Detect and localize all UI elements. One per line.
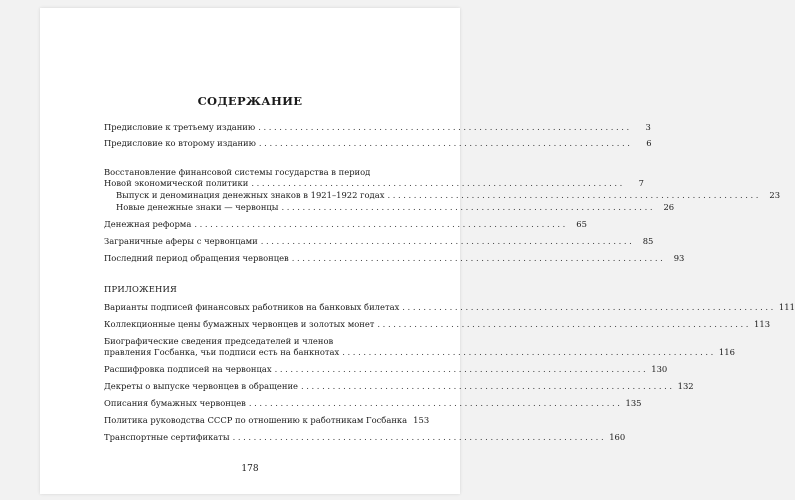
toc-entry-page: 65 bbox=[576, 219, 587, 229]
toc-entry-page: 3 bbox=[645, 122, 651, 132]
leader-dots: ....................................................................... bbox=[258, 138, 633, 148]
leader-dots: ....................................................................... bbox=[291, 253, 666, 263]
toc-entry-page: 113 bbox=[754, 319, 771, 329]
toc-entry bbox=[104, 347, 735, 358]
toc-entry-page: 135 bbox=[625, 398, 642, 408]
toc-entry-label: Выпуск и деноминация денежных знаков в 1921–1922 годах bbox=[116, 190, 385, 200]
toc-entry bbox=[104, 415, 430, 426]
toc-sub-entry bbox=[116, 202, 675, 213]
toc-entry bbox=[104, 138, 652, 149]
leader-dots: ....................................................................... bbox=[274, 364, 649, 374]
toc-entry-label: Коллекционные цены бумажных червонцев и золотых монет bbox=[104, 319, 375, 329]
toc-entry-label: Предисловие к третьему изданию bbox=[104, 122, 256, 132]
appendix-heading: ПРИЛОЖЕНИЯ bbox=[104, 284, 177, 294]
toc-entry-label: Денежная реформа bbox=[104, 219, 192, 229]
toc-entry-multiline bbox=[104, 167, 426, 178]
leader-dots: ....................................................................... bbox=[194, 219, 568, 229]
leader-dots: ....................................................................... bbox=[402, 302, 776, 312]
toc-entry-page: 160 bbox=[609, 432, 626, 442]
toc-entry-label: Политика руководства СССР по отношению к работникам Госбанка bbox=[104, 415, 408, 425]
toc-entry-page: 153 bbox=[413, 415, 430, 425]
toc-entry bbox=[104, 364, 668, 375]
toc-entry-page: 111 bbox=[778, 302, 795, 312]
leader-dots: ....................................................................... bbox=[258, 122, 632, 132]
toc-entry-label: Транспортные сертификаты bbox=[104, 432, 230, 442]
toc-entry-label: Заграничные аферы с червонцами bbox=[104, 236, 258, 246]
page-number: 178 bbox=[241, 464, 259, 474]
leader-dots: ....................................................................... bbox=[260, 236, 635, 246]
toc-entry-page: 85 bbox=[642, 236, 654, 246]
toc-entry-page: 26 bbox=[663, 202, 675, 212]
toc-entry-page: 23 bbox=[769, 190, 781, 200]
leader-dots: ....................................................................... bbox=[387, 190, 762, 200]
leader-dots: ....................................................................... bbox=[377, 319, 752, 329]
toc-entry bbox=[104, 319, 771, 330]
book-page bbox=[40, 8, 795, 494]
toc-entry-page: 93 bbox=[673, 253, 685, 263]
leader-dots: ....................................................................... bbox=[251, 178, 625, 188]
toc-entry-label: Декреты о выпуске червонцев в обращение bbox=[104, 381, 299, 391]
toc-entry bbox=[104, 302, 795, 313]
leader-dots: ....................................................................... bbox=[232, 432, 607, 442]
toc-sub-entry bbox=[116, 190, 781, 201]
toc-entry-label: Расшифровка подписей на червонцах bbox=[104, 364, 272, 374]
toc-entry-page: 6 bbox=[646, 138, 652, 148]
toc-entry-page: 7 bbox=[638, 178, 644, 188]
toc-entry-label-line2: правления Госбанка, чьи подписи есть на банкнотах bbox=[104, 347, 340, 357]
toc-entry-label: Описания бумажных червонцев bbox=[104, 398, 246, 408]
toc-entry-multiline bbox=[104, 336, 426, 347]
toc-entry-page: 130 bbox=[651, 364, 668, 374]
toc-entry-label: Последний период обращения червонцев bbox=[104, 253, 289, 263]
leader-dots: ....................................................................... bbox=[248, 398, 623, 408]
toc-entry bbox=[104, 398, 642, 409]
toc-entry bbox=[104, 381, 694, 392]
toc-entry-label-line1: Восстановление финансовой системы государства в период bbox=[104, 167, 371, 177]
toc-entry bbox=[104, 219, 587, 230]
toc-entry-label: Варианты подписей финансовых работников на банковых билетах bbox=[104, 302, 400, 312]
leader-dots: ....................................................................... bbox=[281, 202, 656, 212]
toc-entry bbox=[104, 253, 685, 264]
leader-dots: ....................................................................... bbox=[301, 381, 675, 391]
toc-entry-label-line2: Новой экономической политики bbox=[104, 178, 249, 188]
toc-entry bbox=[104, 432, 626, 443]
page-title: СОДЕРЖАНИЕ bbox=[197, 94, 303, 108]
toc-entry-label: Предисловие ко второму изданию bbox=[104, 138, 256, 148]
leader-dots: ....................................................................... bbox=[342, 347, 716, 357]
toc-entry-page: 116 bbox=[718, 347, 735, 357]
toc-entry-page: 132 bbox=[677, 381, 694, 391]
toc-entry bbox=[104, 236, 654, 247]
toc-entry bbox=[104, 122, 651, 133]
toc-entry-label-line1: Биографические сведения председателей и членов bbox=[104, 336, 334, 346]
toc-entry-label: Новые денежные знаки — червонцы bbox=[116, 202, 279, 212]
toc-entry bbox=[104, 178, 644, 189]
